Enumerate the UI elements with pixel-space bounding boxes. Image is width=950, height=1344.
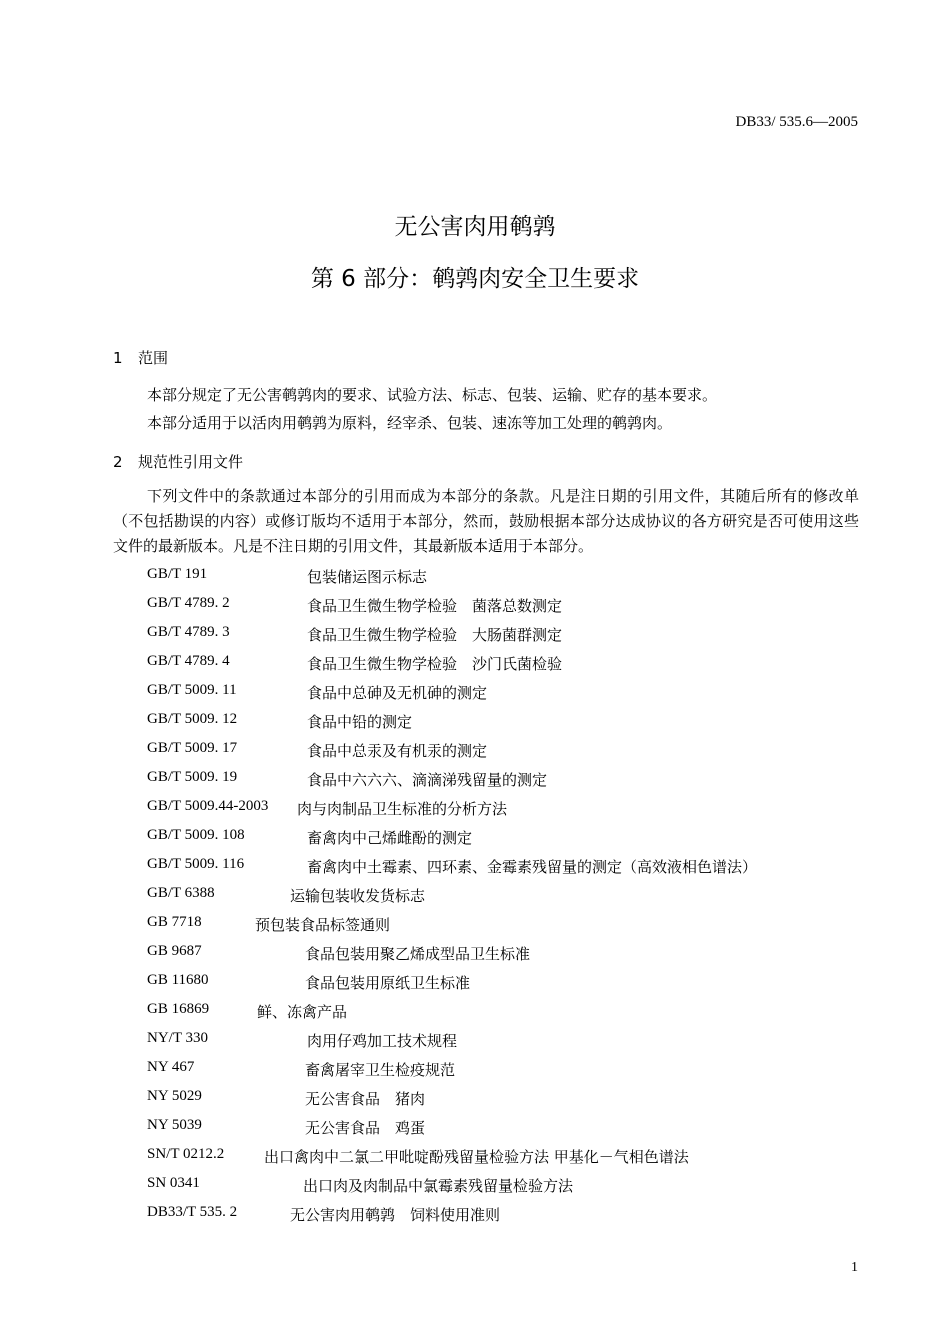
reference-code: GB 9687: [147, 943, 202, 959]
reference-code: GB/T 5009. 17: [147, 740, 238, 756]
reference-code: GB 7718: [147, 914, 202, 930]
reference-title: 包装储运图示标志: [307, 568, 428, 586]
section-1-heading: [113, 347, 168, 368]
reference-code: GB/T 5009. 116: [147, 856, 245, 872]
reference-title: 运输包装收发货标志: [290, 887, 426, 905]
reference-title: 出口肉及肉制品中氯霉素残留量检验方法: [303, 1177, 574, 1195]
reference-code: GB/T 4789. 3: [147, 624, 230, 640]
reference-title: 无公害食品 鸡蛋: [305, 1119, 426, 1137]
reference-code: NY 5029: [147, 1088, 202, 1104]
reference-code: GB/T 5009. 12: [147, 711, 238, 727]
section-number: 1: [113, 349, 123, 367]
reference-title: 畜禽屠宰卫生检疫规范: [305, 1061, 456, 1079]
reference-code: GB/T 5009.44-2003: [147, 798, 269, 814]
document-subtitle: 第 6 部分：鹌鹑肉安全卫生要求: [310, 266, 640, 292]
section-title: 规范性引用文件: [138, 453, 244, 471]
reference-code: GB/T 5009. 11: [147, 682, 237, 698]
section-1-paragraph-2: 本部分适用于以活肉用鹌鹑为原料，经宰杀、包装、速冻等加工处理的鹌鹑肉。: [147, 414, 673, 432]
reference-code: GB/T 191: [147, 566, 208, 582]
reference-title: 肉用仔鸡加工技术规程: [307, 1032, 458, 1050]
reference-code: SN 0341: [147, 1175, 200, 1191]
reference-title: 食品卫生微生物学检验 菌落总数测定: [307, 597, 563, 615]
reference-title: 食品包装用原纸卫生标准: [305, 974, 471, 992]
reference-title: 食品卫生微生物学检验 沙门氏菌检验: [307, 655, 563, 673]
reference-title: 出口禽肉中二氯二甲吡啶酚残留量检验方法 甲基化－气相色谱法: [264, 1148, 689, 1166]
reference-title: 肉与肉制品卫生标准的分析方法: [297, 800, 508, 818]
reference-code: GB 11680: [147, 972, 209, 988]
reference-code: DB33/T 535. 2: [147, 1204, 238, 1220]
reference-title: 无公害食品 猪肉: [305, 1090, 426, 1108]
reference-code: GB/T 5009. 19: [147, 769, 238, 785]
reference-title: 食品中铅的测定: [307, 713, 413, 731]
section-number: 2: [113, 453, 123, 471]
reference-title: 食品包装用聚乙烯成型品卫生标准: [305, 945, 531, 963]
section-1-paragraph-1: 本部分规定了无公害鹌鹑肉的要求、试验方法、标志、包装、运输、贮存的基本要求。: [147, 386, 718, 404]
reference-title: 预包装食品标签通则: [255, 916, 391, 934]
reference-code: GB/T 6388: [147, 885, 215, 901]
reference-title: 无公害肉用鹌鹑 饲料使用准则: [290, 1206, 501, 1224]
reference-title: 畜禽肉中己烯雌酚的测定: [307, 829, 473, 847]
reference-code: SN/T 0212.2: [147, 1146, 225, 1162]
reference-title: 食品卫生微生物学检验 大肠菌群测定: [307, 626, 563, 644]
reference-code: NY/T 330: [147, 1030, 208, 1046]
section-2-heading: [113, 451, 243, 472]
reference-code: NY 467: [147, 1059, 195, 1075]
reference-code: GB 16869: [147, 1001, 210, 1017]
page-number: 1: [851, 1260, 858, 1275]
reference-code: GB/T 4789. 2: [147, 595, 230, 611]
reference-title: 畜禽肉中土霉素、四环素、金霉素残留量的测定（高效液相色谱法）: [307, 858, 758, 876]
reference-code: GB/T 4789. 4: [147, 653, 230, 669]
document-title: 无公害肉用鹌鹑: [394, 214, 556, 240]
document-number: DB33/ 535.6—2005: [735, 114, 858, 130]
reference-title: 鲜、冻禽产品: [257, 1003, 348, 1021]
reference-title: 食品中总汞及有机汞的测定: [307, 742, 488, 760]
section-title: 范围: [138, 349, 169, 367]
section-2-intro: 下列文件中的条款通过本部分的引用而成为本部分的条款。凡是注日期的引用文件，其随后所有的修改单（不包括勘误的内容）或修订版均不适用于本部分，然而，鼓励根据本部分达成协议的各方研究是否可使用这些文件的最新版本。凡是不注日期的引用文件，其最新版本适用于本部分。: [113, 487, 859, 555]
reference-title: 食品中总砷及无机砷的测定: [307, 684, 488, 702]
reference-code: GB/T 5009. 108: [147, 827, 245, 843]
reference-code: NY 5039: [147, 1117, 202, 1133]
reference-title: 食品中六六六、滴滴涕残留量的测定: [307, 771, 548, 789]
